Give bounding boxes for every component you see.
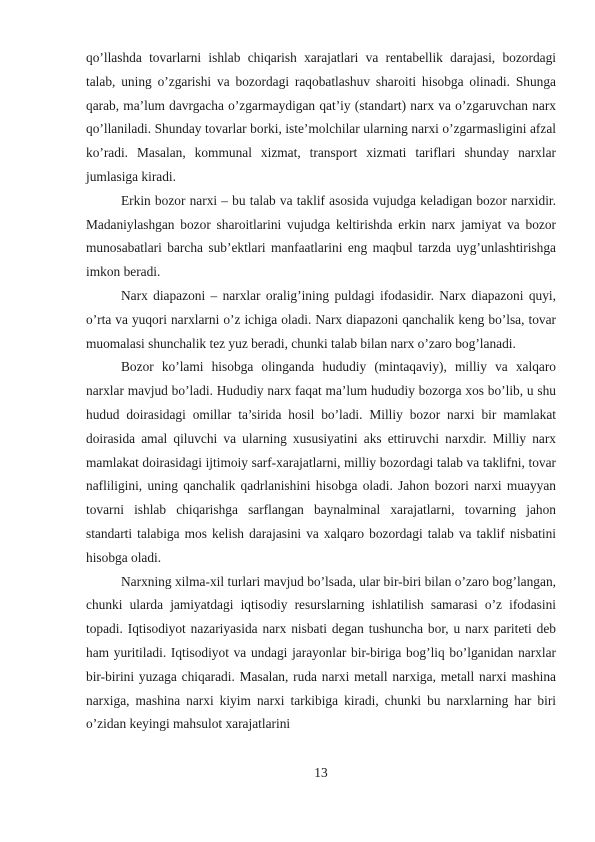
paragraph-2: Erkin bozor narxi – bu talab va taklif asosida vujudga keladigan bozor narxidir. Madaniylashgan bozor sharoitlarini vujudga keltirishda erkin narx jamiyat va bozor munosabatlari barcha sub’ektlari manfaatlarini eng maqbul tarzda uyg’unlashtirishga imkon beradi. bbox=[86, 192, 556, 280]
paragraph-1: qo’llashda tovarlarni ishlab chiqarish xarajatlari va rentabellik darajasi, bozordagi talab, uning o’zgarishi va bozordagi raqobatlashuv sharoiti hisobga olinadi. Shunga qarab, ma’lum davrgacha o’zgarmaydigan qat’iy (standart) narx va o’zgaruvchan narx qo’llaniladi. Shunday tovarlar borki, iste’molchilar ularning narxi o’zgarmasligini afzal ko’radi. Masalan, kommunal xizmat, transport xizmati tariflari shunday narxlar jumlasiga kiradi. bbox=[86, 50, 556, 184]
paragraph-3: Narx diapazoni – narxlar oralig’ining puldagi ifodasidir. Narx diapazoni quyi, o’rta va yuqori narxlarni o’z ichiga oladi. Narx diapazoni qanchalik keng bo’lsa, tovar muomalasi shunchalik tez yuz beradi, chunki talab bilan narx o’zaro bog’lanadi. bbox=[86, 287, 556, 351]
paragraph-5: Narxning xilma-xil turlari mavjud bo’lsada, ular bir-biri bilan o’zaro bog’langan, chunki ularda jamiyatdagi iqtisodiy resurslarning ishlatilish samarasi o’z ifodasini topadi. Iqtisodiyot nazariyasida narx nisbati degan tushuncha bor, u narx pariteti deb ham yuritiladi. Iqtisodiyot va undagi jarayonlar bir-biriga bog’liq bo’lganidan narxlar bir-birini yuzaga chiqaradi. Masalan, ruda narxi metall narxiga, metall narxi mashina narxiga, mashina narxi kiyim narxi tarkibiga kiradi, chunki bu narxlarning har biri o’zidan keyingi mahsulot xarajatlarini bbox=[86, 573, 556, 732]
document-body bbox=[86, 46, 556, 736]
paragraph-4: Bozor ko’lami hisobga olinganda hududiy (mintaqaviy), milliy va xalqaro narxlar mavjud bo’ladi. Hududiy narx faqat ma’lum hududiy bozorga xos bo’lib, u shu hudud doirasidagi omillar ta’sirida hosil bo’ladi. Milliy bozor narxi bir mamlakat doirasida amal qiluvchi va ularning xususiyatini aks ettiruvchi narxdir. Milliy narx mamlakat doirasidagi ijtimoiy sarf-xarajatlarni, milliy bozordagi talab va taklifni, tovar nafliligini, uning qanchalik qadrlanishini hisobga oladi. Jahon bozori narxi muayyan tovarni ishlab chiqarishga sarflangan baynalminal xarajatlarni, tovarning jahon standarti talabiga mos kelish darajasini va xalqaro bozordagi talab va taklif nisbatini hisobga oladi. bbox=[86, 359, 556, 565]
page-number: 13 bbox=[314, 765, 328, 780]
